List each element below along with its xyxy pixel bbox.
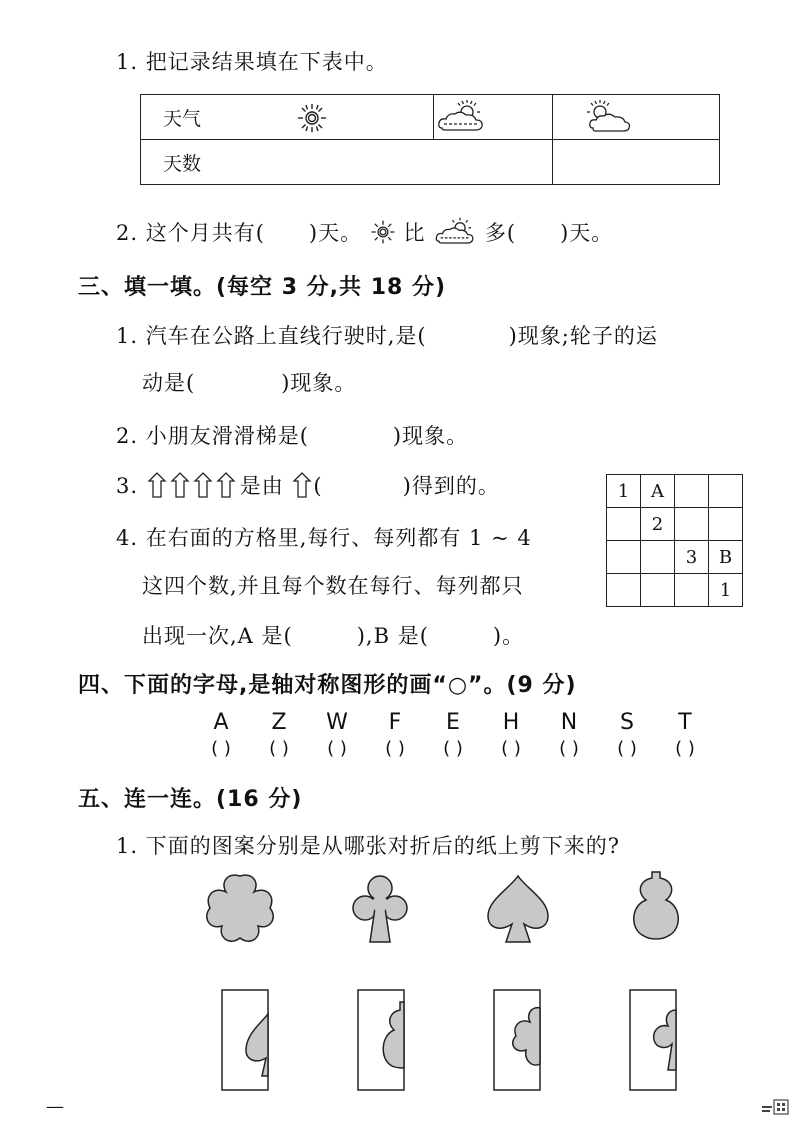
half-spade[interactable] bbox=[222, 990, 268, 1090]
grid-cell bbox=[607, 508, 641, 541]
letter: F bbox=[388, 710, 402, 735]
grid-cell: B bbox=[709, 541, 743, 574]
weather-cell-3 bbox=[553, 95, 720, 140]
grid-cell bbox=[641, 574, 675, 607]
flower-shape[interactable] bbox=[207, 875, 273, 941]
grid-cell: 3 bbox=[675, 541, 709, 574]
number-grid bbox=[606, 474, 743, 607]
question-3-1-line1: 1. 汽车在公路上直线行驶时,是( )现象;轮子的运 bbox=[116, 324, 658, 348]
qr-code-icon bbox=[760, 1098, 790, 1120]
letter: W bbox=[326, 710, 348, 735]
grid-cell bbox=[675, 475, 709, 508]
question-3-4-line1: 4. 在右面的方格里,每行、每列都有 1 ~ 4 bbox=[116, 526, 532, 550]
gourd-shape[interactable] bbox=[634, 872, 679, 939]
shapes-row bbox=[200, 868, 690, 948]
letter: H bbox=[502, 710, 520, 735]
grid-cell bbox=[709, 475, 743, 508]
weather-row-cell bbox=[141, 95, 434, 140]
answer-paren[interactable]: ( ) bbox=[327, 738, 347, 759]
answer-paren[interactable]: ( ) bbox=[211, 738, 231, 759]
grid-cell: 1 bbox=[709, 574, 743, 607]
weather-label: 天气 bbox=[163, 107, 202, 130]
grid-cell: A bbox=[641, 475, 675, 508]
question-days: 2. 这个月共有( )天。 比 多( )天。 bbox=[116, 216, 613, 253]
days-label: 天数 bbox=[163, 152, 202, 175]
partly-cloudy-icon bbox=[433, 216, 477, 253]
partly-cloudy-icon bbox=[583, 98, 633, 141]
answer-paren[interactable]: ( ) bbox=[501, 738, 521, 759]
partly-cloudy-icon bbox=[436, 98, 486, 141]
club-shape[interactable] bbox=[353, 876, 407, 942]
half-club[interactable] bbox=[630, 990, 676, 1090]
question-5-1: 1. 下面的图案分别是从哪张对折后的纸上剪下来的? bbox=[116, 834, 620, 858]
letters-row bbox=[192, 710, 714, 735]
section-4-title: 四、下面的字母,是轴对称图形的画“○”。(9 分) bbox=[78, 673, 577, 698]
answer-paren[interactable]: ( ) bbox=[559, 738, 579, 759]
question-3-4-line3: 出现一次,A 是( ),B 是( )。 bbox=[142, 624, 525, 648]
letter: A bbox=[213, 710, 229, 735]
question-record: 1. 把记录结果填在下表中。 bbox=[116, 50, 388, 74]
sunny-icon bbox=[296, 102, 328, 139]
weather-table bbox=[140, 94, 720, 185]
grid-cell bbox=[641, 541, 675, 574]
answer-paren[interactable]: ( ) bbox=[269, 738, 289, 759]
section-5-title: 五、连一连。(16 分) bbox=[78, 787, 303, 812]
grid-cell: 1 bbox=[607, 475, 641, 508]
grid-cell bbox=[675, 508, 709, 541]
question-3-2: 2. 小朋友滑滑梯是( )现象。 bbox=[116, 424, 469, 448]
four-arrows-icon bbox=[146, 471, 240, 504]
sunny-icon bbox=[370, 219, 396, 250]
spade-shape[interactable] bbox=[488, 876, 548, 942]
answer-paren[interactable]: ( ) bbox=[443, 738, 463, 759]
letter: N bbox=[560, 710, 578, 735]
answer-paren[interactable]: ( ) bbox=[385, 738, 405, 759]
folded-papers-row bbox=[218, 988, 688, 1094]
letter: T bbox=[678, 710, 692, 735]
answer-paren[interactable]: ( ) bbox=[675, 738, 695, 759]
half-flower[interactable] bbox=[494, 990, 540, 1090]
letter: S bbox=[620, 710, 634, 735]
half-gourd[interactable] bbox=[358, 990, 404, 1090]
question-3-1-line2: 动是( )现象。 bbox=[142, 371, 357, 395]
letter: E bbox=[446, 710, 460, 735]
days-cell-3 bbox=[553, 140, 720, 185]
question-3-4-line2: 这四个数,并且每个数在每行、每列都只 bbox=[142, 574, 524, 598]
days-row-cell bbox=[141, 140, 553, 185]
arrow-icon bbox=[291, 471, 313, 504]
weather-cell-2 bbox=[434, 95, 553, 140]
grid-cell bbox=[709, 508, 743, 541]
grid-cell bbox=[607, 541, 641, 574]
grid-cell bbox=[675, 574, 709, 607]
question-3-3: 3. 是由 ( )得到的。 bbox=[116, 470, 500, 504]
letter: Z bbox=[271, 710, 287, 735]
page-footer-dash: — bbox=[46, 1096, 64, 1117]
answer-parens-row bbox=[192, 738, 714, 759]
grid-cell: 2 bbox=[641, 508, 675, 541]
answer-paren[interactable]: ( ) bbox=[617, 738, 637, 759]
grid-cell bbox=[607, 574, 641, 607]
section-3-title: 三、填一填。(每空 3 分,共 18 分) bbox=[78, 275, 447, 300]
